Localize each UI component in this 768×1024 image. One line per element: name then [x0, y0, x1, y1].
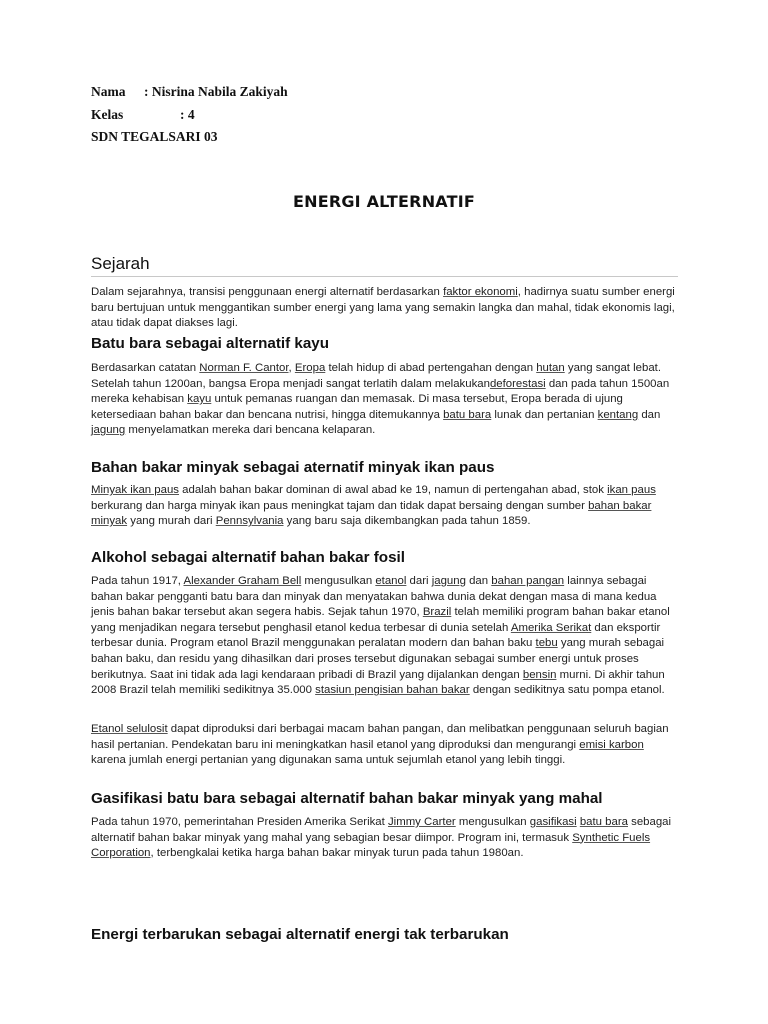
- inline-link[interactable]: batu bara: [579, 816, 628, 828]
- identity-name-line: [91, 84, 288, 100]
- inline-link[interactable]: jagung: [91, 424, 126, 437]
- inline-link[interactable]: ikan paus: [607, 484, 656, 496]
- kelas-label: Kelas: [91, 107, 124, 122]
- paragraph-text: lainnya sebagai bahan bakar pengganti batu bara dan minyak dan menyatakan bahwa dunia dekat dengan masa di mana kedua jenis bahan bakar tersebut akan segera habis. Sejak tahun 1970,: [91, 575, 657, 619]
- paragraph-text: yang murah dari: [127, 515, 216, 528]
- inline-link[interactable]: Minyak ikan paus: [91, 484, 180, 496]
- heading-alkohol: Alkohol sebagai alternatif bahan bakar fosil: [91, 549, 405, 566]
- inline-link[interactable]: Etanol selulosit: [91, 723, 168, 735]
- paragraph-text: dan pada tahun 1500an mereka kehabisan: [91, 377, 670, 406]
- paragraph-text: Dalam sejarahnya, transisi penggunaan energi alternatif berdasarkan: [91, 286, 444, 298]
- paragraph-text: yang baru saja dikembangkan pada tahun 1859.: [283, 515, 531, 528]
- paragraph-text: karena jumlah energi pertanian yang digunakan sama untuk sejumlah etanol yang lebih tinggi.: [91, 754, 566, 767]
- paragraph-text: lunak dan pertanian: [491, 408, 598, 421]
- inline-link[interactable]: bensin: [522, 668, 557, 681]
- paragraph-alkohol-2: [91, 722, 678, 769]
- paragraph-text: berkurang dan harga minyak ikan paus meningkat tajam dan tidak dapat bersaing dengan sumber: [91, 499, 589, 512]
- inline-link[interactable]: batu bara: [443, 408, 492, 421]
- paragraph-text: dan: [465, 575, 492, 587]
- inline-link[interactable]: faktor ekonomi: [443, 286, 518, 298]
- paragraph-text: ,: [288, 362, 295, 374]
- paragraph-text: murni. Di akhir tahun 2008 Brazil telah memiliki sedikitnya 35.000: [91, 668, 665, 697]
- inline-link[interactable]: emisi karbon: [579, 738, 644, 751]
- inline-link[interactable]: gasifikasi: [529, 816, 577, 828]
- paragraph-text: mengusulkan: [455, 816, 530, 828]
- heading-sejarah: Sejarah: [91, 254, 150, 273]
- inline-link[interactable]: Brazil: [422, 606, 452, 619]
- inline-link[interactable]: deforestasi: [489, 377, 546, 390]
- paragraph-text: telah memiliki program bahan bakar etanol yang menjadikan negara tersebut penghasil etanol kedua terbesar di dunia setelah: [91, 606, 670, 634]
- paragraph-gasifikasi: [91, 815, 678, 862]
- heading-energi-terbarukan: Energi terbarukan sebagai alternatif energi tak terbarukan: [91, 926, 509, 943]
- paragraph-text: dapat diproduksi dari berbagai macam bahan pangan, dan melibatkan penggunaan seluruh bagian hasil pertanian. Pendekatan baru ini meningkatkan hasil etanol yang diproduksi dan mengurangi: [91, 723, 669, 751]
- paragraph-text: sebagai alternatif bahan bakar minyak yang mahal yang sebagian besar diimpor. Program ini, termasuk: [91, 816, 672, 844]
- heading-batu-bara-kayu: Batu bara sebagai alternatif kayu: [91, 335, 330, 352]
- paragraph-text: dengan sedikitnya satu pompa etanol.: [469, 684, 665, 697]
- heading-minyak-ikan-paus: Bahan bakar minyak sebagai aternatif minyak ikan paus: [91, 459, 495, 476]
- nama-value: : Nisrina Nabila Zakiyah: [144, 84, 288, 99]
- paragraph-text: Berdasarkan catatan: [91, 362, 200, 374]
- kelas-value: : 4: [180, 107, 195, 122]
- inline-link[interactable]: bahan pangan: [491, 575, 565, 587]
- paragraph-text: yang sangat lebat. Setelah tahun 1200an, bangsa Eropa menjadi sangat terlatih dalam melakukan: [91, 362, 661, 390]
- paragraph-text: Pada tahun 1917,: [91, 575, 184, 587]
- paragraph-sejarah: [91, 285, 678, 332]
- inline-link[interactable]: Amerika Serikat: [510, 621, 592, 634]
- heading-divider: [91, 276, 678, 277]
- inline-link[interactable]: Synthetic Fuels Corporation: [91, 831, 651, 860]
- heading-gasifikasi: Gasifikasi batu bara sebagai alternatif bahan bakar minyak yang mahal: [91, 790, 603, 807]
- paragraph-text: telah hidup di abad pertengahan dengan: [325, 362, 537, 374]
- paragraph-text: Pada tahun 1970, pemerintahan Presiden Amerika Serikat: [91, 816, 388, 828]
- inline-link[interactable]: Norman F. Cantor: [199, 362, 289, 374]
- inline-link[interactable]: tebu: [535, 637, 558, 650]
- paragraph-text: , hadirnya suatu sumber energi baru bertujuan untuk menggantikan sumber energi yang lama yang semakin langka dan mahal, tidak ekonomis lagi, atau tidak dapat diakses lagi.: [91, 286, 675, 330]
- nama-label: Nama: [91, 84, 126, 99]
- paragraph-text: menyelamatkan mereka dari bencana kelaparan.: [125, 424, 376, 437]
- paragraph-text: yang murah sebagai bahan baku, dan residu yang dihasilkan dari proses tersebut digunakan sebagai sumber energi untuk proses berikutnya. Saat ini tidak ada lagi kendaraan pribadi di Brazil yang dijalankan dengan: [91, 637, 665, 681]
- paragraph-text: untuk pemanas ruangan dan memasak. Di masa tersebut, Eropa berada di ujung ketersediaan bahan bakar dan bencana nutrisi, hingga ditemukannya: [91, 393, 623, 421]
- paragraph-text: dan: [638, 408, 661, 421]
- inline-link[interactable]: Alexander Graham Bell: [183, 575, 302, 587]
- inline-link[interactable]: etanol: [375, 575, 407, 587]
- inline-link[interactable]: stasiun pengisian bahan bakar: [315, 684, 470, 697]
- document-title: ENERGI ALTERNATIF: [292, 192, 476, 211]
- paragraph-text: adalah bahan bakar dominan di awal abad ke 19, namun di pertengahan abad, stok: [179, 484, 608, 496]
- paragraph-text: dari: [406, 575, 432, 587]
- paragraph-text: dan eksportir terbesar dunia. Program etanol Brazil menggunakan peralatan modern dan bahan baku: [91, 621, 661, 650]
- inline-link[interactable]: kentang: [597, 408, 639, 421]
- inline-link[interactable]: hutan: [536, 362, 565, 374]
- paragraph-alkohol-1: [91, 574, 678, 699]
- school-name: SDN TEGALSARI 03: [91, 129, 218, 144]
- inline-link[interactable]: Jimmy Carter: [387, 816, 456, 828]
- paragraph-text: mengusulkan: [301, 575, 376, 587]
- inline-link[interactable]: bahan bakar minyak: [91, 499, 652, 528]
- inline-link[interactable]: jagung: [431, 575, 466, 587]
- inline-link[interactable]: Eropa: [294, 362, 326, 374]
- paragraph-text: , terbengkalai ketika harga bahan bakar minyak turun pada tahun 1980an.: [150, 847, 524, 860]
- paragraph-batu-bara-kayu: [91, 361, 678, 439]
- inline-link[interactable]: kayu: [187, 393, 212, 406]
- paragraph-minyak-ikan-paus: [91, 483, 678, 530]
- identity-class-line: [91, 107, 195, 123]
- inline-link[interactable]: Pennsylvania: [215, 515, 284, 528]
